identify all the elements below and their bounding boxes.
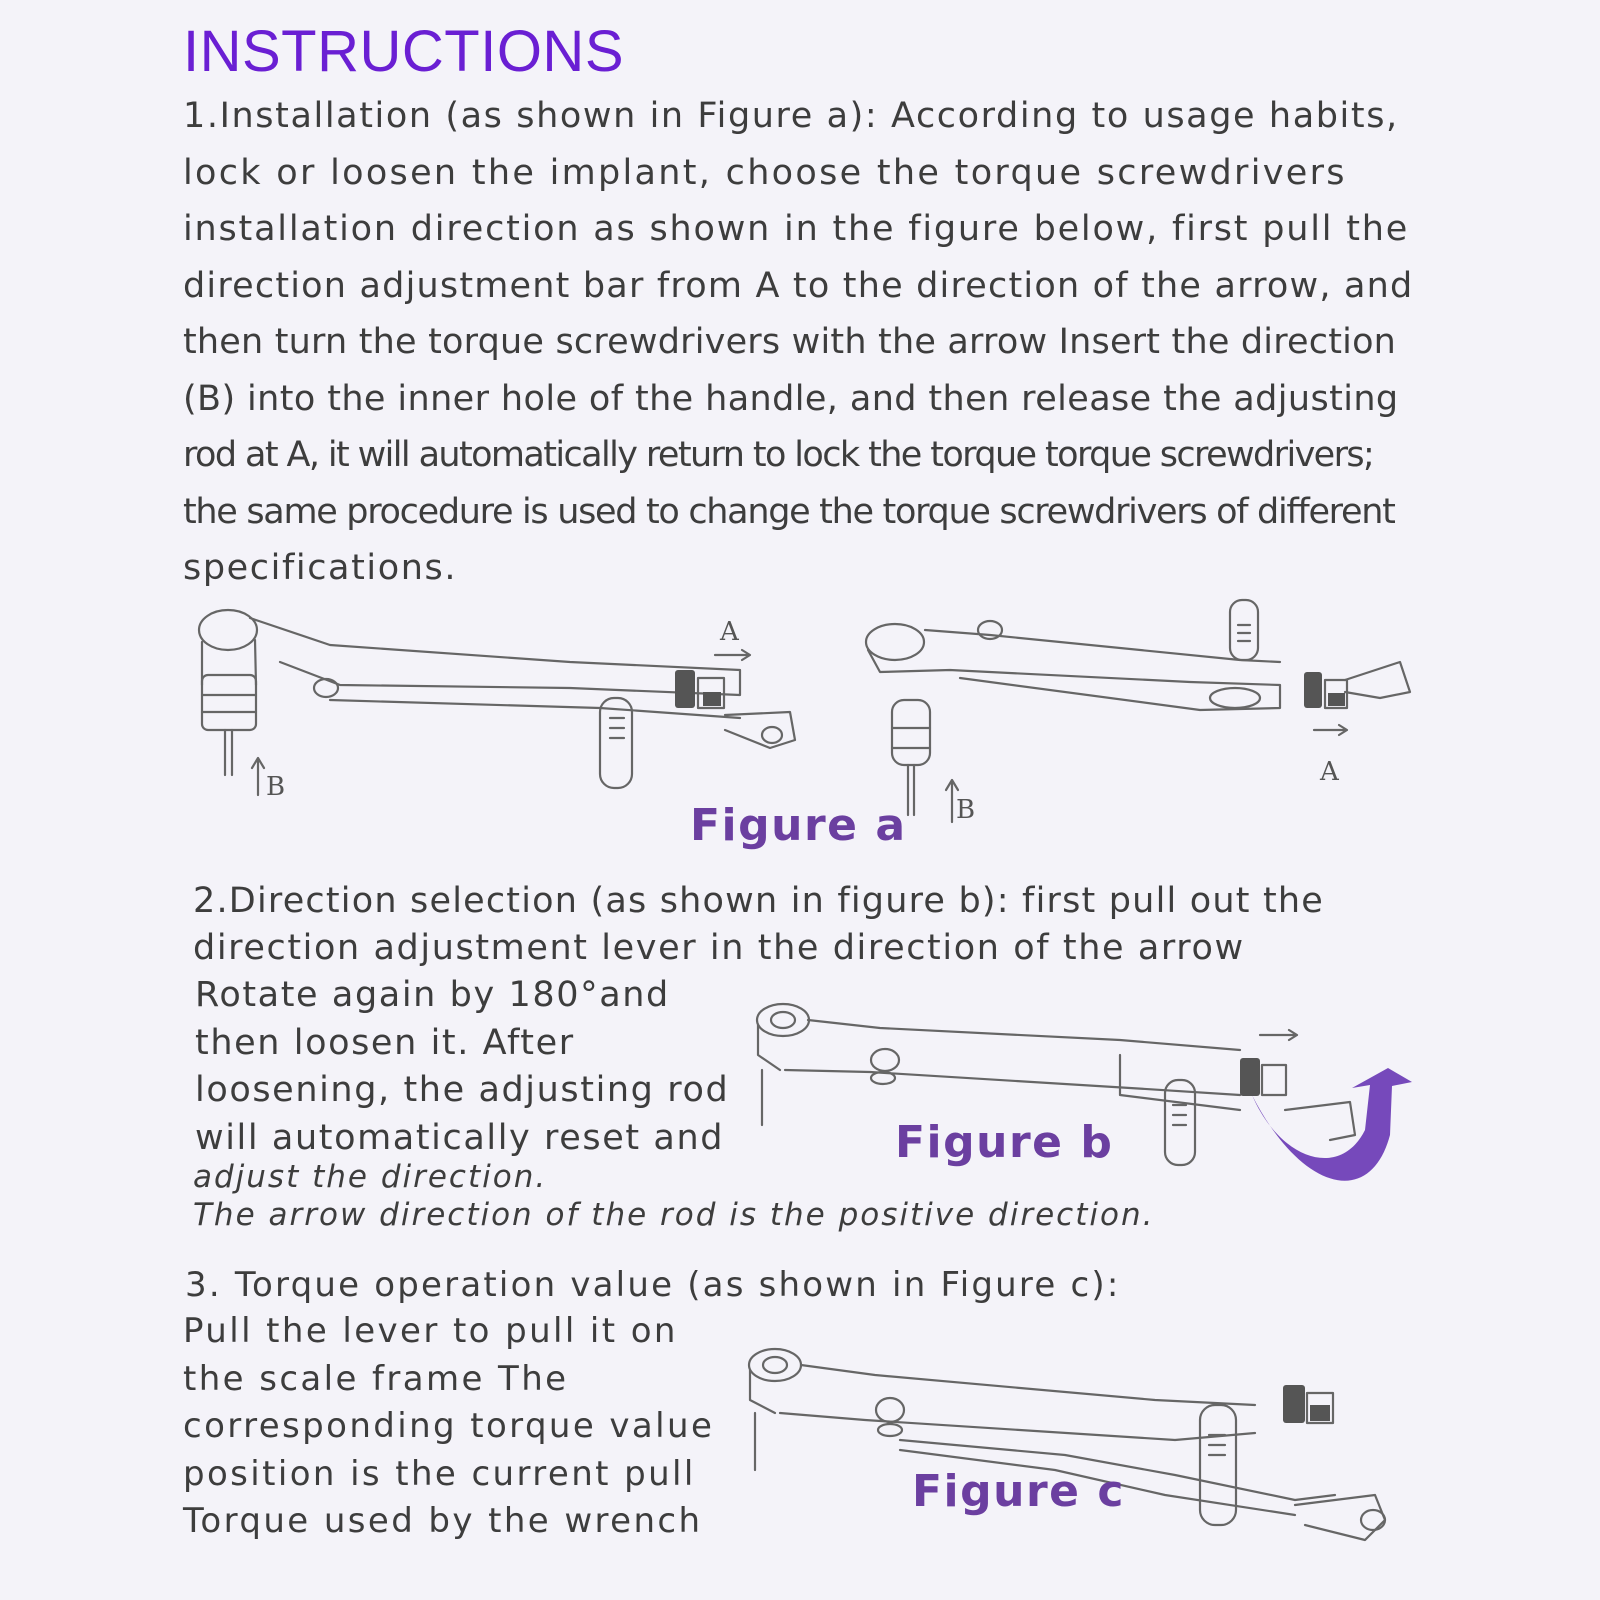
figure-c-label: Figure c [912,1466,1125,1517]
knurl-icon [1283,1385,1305,1423]
figure-b-label: Figure b [895,1117,1114,1168]
section-1-installation [183,88,1423,597]
knurl-icon [1304,672,1322,708]
section-1-line: then turn the torque screwdrivers with the arrow Insert the direction [183,322,1397,362]
section-1-line: lock or loosen the implant, choose the torque screwdrivers [183,152,1347,193]
figure-a-marker-a: A [1320,757,1339,787]
figure-a-marker-b: B [266,772,286,802]
section-2-side-line: then loosen it. After [195,1022,575,1063]
wrench-left-drawing [199,610,795,802]
section-3-heading: 3. Torque operation value (as shown in Figure c): [185,1265,1121,1305]
section-1-line: direction adjustment bar from A to the direction of the arrow, and [183,265,1414,306]
section-2-side-text [195,972,729,1162]
section-2-side-line: loosening, the adjusting rod [195,1070,730,1110]
section-1-line: rod at A, it will automatically return to lock the torque torque screwdrivers; [183,435,1374,475]
knurl-icon [675,670,695,708]
section-1-line: 1.Installation (as shown in Figure a): According to usage habits, [183,96,1399,136]
figure-a-label: Figure a [690,800,907,851]
figure-a-marker-b: B [956,795,976,825]
section-2-italic-line: The arrow direction of the rod is the positive direction. [193,1197,1155,1233]
rotation-arrow-icon [1252,1068,1412,1181]
section-3-torque [183,1308,714,1546]
section-2-italic-line: adjust the direction. [193,1159,548,1195]
section-2-side-line: will automatically reset and [195,1117,725,1158]
section-1-line: specifications. [183,548,458,588]
section-2-direction [193,878,1324,972]
knurl-icon [1240,1058,1260,1096]
section-3-line: the scale frame The [183,1358,569,1399]
section-1-line: installation direction as shown in the figure below, first pull the [183,209,1410,249]
section-2-line: 2.Direction selection (as shown in figure b): first pull out the [193,881,1325,921]
section-3-line: corresponding torque value [183,1406,715,1446]
section-1-line: the same procedure is used to change the torque screwdrivers of different [183,491,1395,532]
page-title: INSTRUCTIONS [183,19,624,84]
wrench-right-drawing [866,600,1410,825]
figure-b-illustration [740,1000,1420,1200]
section-2-side-line: Rotate again by 180°and [195,975,670,1015]
section-3-line: Pull the lever to pull it on [183,1311,678,1351]
section-2-line: direction adjustment lever in the direction of the arrow [193,928,1245,968]
section-3-line: Torque used by the wrench [183,1501,703,1541]
section-1-line: (B) into the inner hole of the handle, and then release the adjusting [183,378,1399,419]
section-3-line: position is the current pull [183,1453,696,1494]
figure-a-marker-a: A [720,617,739,647]
